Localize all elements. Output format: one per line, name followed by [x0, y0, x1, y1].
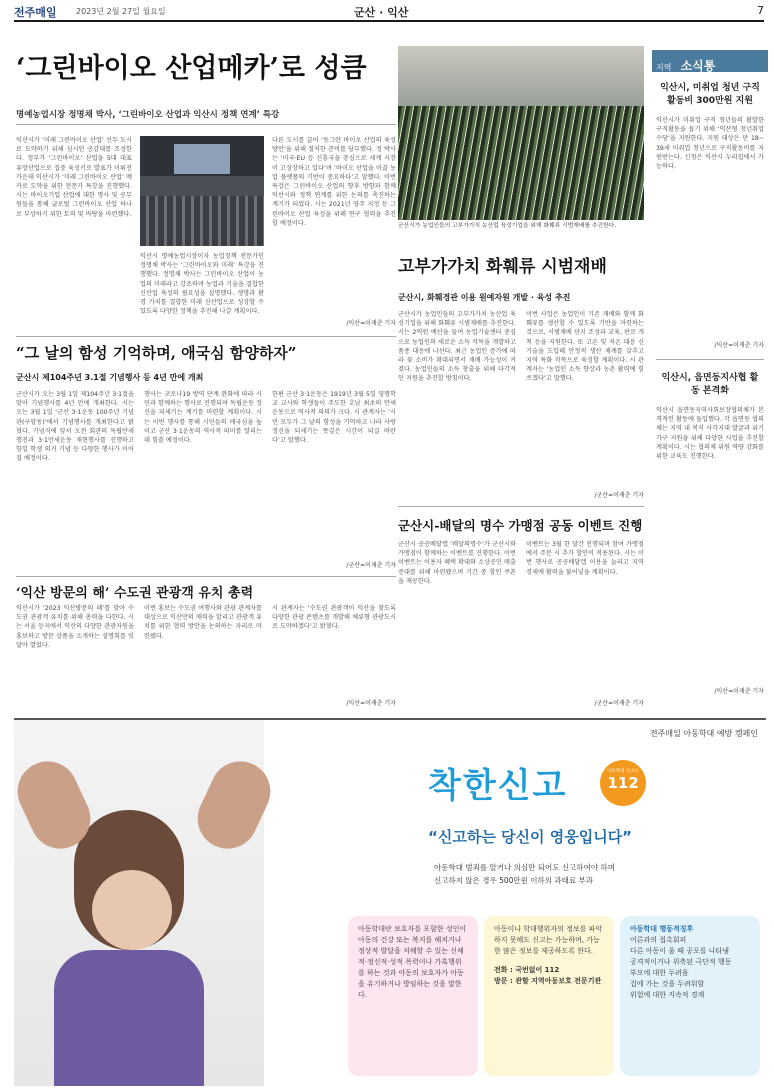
famous-body-col1: 군산시 공공배달앱 ‘배달의명수’가 군산시와 가맹점이 함께하는 이벤트를 진행한다. 이번 이벤트는 이용자 혜택 확대와 소상공인 매출 증대를 위해 마련됐으며 기간 중 할인 쿠폰을 제공한다.	[398, 541, 516, 585]
ad-brand: 착한신고	[428, 766, 568, 806]
ad-slogan: “신고하는 당신이 영웅입니다”	[428, 828, 633, 846]
flower-headline: 고부가가치 화훼류 시범재배	[398, 257, 607, 277]
flower-body-col2: 이번 사업은 농업인이 기존 재배와 함께 화훼류를 생산할 수 있도록 기반을 마련하는 것으로, 시범재배 단지 조성과 교육, 판로 개척 등을 지원한다. 또 고온 및 저온 대응 신기술을 도입해 안정적 생산 체계를 갖추고 지역 특화 작목으로 육성할 계획이다. 시 관계자는 ‘농업인 소득 향상과 농촌 활력에 힘쓰겠다’고 말했다.	[526, 311, 644, 383]
page-number: 7	[757, 4, 764, 17]
tour-body-col3: 시 관계자는 ‘수도권 관광객이 익산을 찾도록 다양한 관광 콘텐츠를 개발해 체류형 관광도시로 도약하겠다’고 밝혔다.	[272, 605, 396, 631]
ad-112-badge: 아동학대 신고는 112	[600, 760, 646, 806]
lead-body-col2: 익산시 명예농업시장이자 농업정책 전문가인 정명채 박사는 ‘그린바이오와 미래’ 특강을 진행했다. 정명채 박사는 그린바이오 산업이 농업의 미래라고 강조하며 농업과 기술을 결합한 신산업 육성의 필요성을 설명했다. 생명과 환경 가치를 결합한 미래 신산업으로 성장할 수 있도록 다양한 정책을 추진해 나갈 계획이다.	[140, 253, 264, 316]
march1-subtitle: 군산시 제104주년 3.1절 기념행사 등 4년 만에 개최	[16, 373, 204, 382]
ad-desc-line2: 신고하지 않은 경우 500만원 이하의 과태료 부과	[434, 876, 594, 885]
tour-body-col2: 이번 홍보는 수도권 여행사와 관광 관계자를 대상으로 익산만의 매력을 알리고 관광객 유치를 위한 협력 방안을 논의하는 자리로 마련됐다.	[144, 605, 262, 640]
flower-subtitle: 군산시, 화훼경관 이용 원예자원 개발 · 육성 추진	[398, 293, 571, 302]
march1-body-col1: 군산시가 오는 3월 1일 제104주년 3·1절을 맞아 기념행사를 4년 만에 개최한다. 시는 오는 3월 1일 ‘군산 3·1운동 100주년 기념관(구암동)’에서 기념행사를 개최한다고 밝혔다. 기념식에 앞서 오전 회관의 독립만세 행진과 3·1만세운동 재현행사를 진행하고 항일 학생 의거 기념 등 다양한 행사가 이어질 예정이다.	[16, 391, 134, 463]
lead-byline: /익산=이재춘 기자	[346, 320, 396, 327]
famous-headline: 군산시-배달의 명수 가맹점 공동 이벤트 진행	[398, 518, 643, 533]
sign-item: 공격적이거나 위축된 극단적 행동	[630, 958, 732, 966]
sidebar-news1-body: 익산시가 미취업 구직 청년들의 활발한 구직활동을 돕기 위해 ‘익산형 청년취업수당’을 지원한다. 지원 대상은 만 18~39세 미취업 청년으로 구직활동비를 지원받는다. 신청은 익산시 누리집에서 가능하다.	[656, 117, 764, 171]
lead-body-col3: 다른 도시를 끌어 ‘동그란 바이오 산업의 육성방안’을 위해 철저한 준비를 당부했다. 정 박사는 ‘미국·EU 등 신흥국을 중심으로 세계 시장이 고성장하고 있다’며 ‘바이오 산업을 이끌 농업 플랫폼의 기반이 중요하다’고 말했다. 이번 특강은 그린바이오 산업의 향후 방향과 함께 익산시와 정책 연계를 위한 논의를 촉진하는 계기가 되었다. 시는 2021년 영주 지정 등 그린바이오 산업 육성을 위해 연구 협력을 추진할 예정이다.	[272, 137, 396, 227]
march1-headline: “그 날의 함성 기억하며, 애국심 함양하자”	[16, 344, 297, 362]
sign-item: 다른 아동이 울 때 공포를 나타냄	[630, 947, 730, 955]
issue-date: 2023년 2월 27일 월요일	[76, 7, 166, 16]
child-abuse-campaign-ad	[14, 718, 766, 1084]
ad-box-signs: 아동학대 행동적징후 어른과의 접촉회피 다른 아동이 울 때 공포를 나타냄 공격적이거나 위축된 극단적 행동 부모에 대한 두려움 집에 가는 것을 두려워함 위험에 대한 지속적 경계	[620, 916, 760, 1076]
ad-box-report: 아동이나 학대행위자의 정보를 파악하지 못해도 신고는 가능하며, 가능한 많은 정보를 제공하도록 한다. 전화 : 국번없이 112 방문 : 관할 지역아동보호 전문기관	[484, 916, 614, 1076]
lecture-photo	[140, 136, 264, 246]
sign-item: 부모에 대한 두려움	[630, 969, 689, 977]
sign-item: 집에 가는 것을 두려워함	[630, 980, 705, 988]
paper-name: 전주매일	[14, 6, 57, 19]
march1-byline: /군산=이재춘 기자	[346, 562, 396, 569]
sidebar-news2-byline: /익산=이재춘 기자	[714, 688, 764, 695]
greenhouse-photo	[398, 46, 644, 220]
tour-body-col1: 익산시가 ‘2023 익산방문의 해’를 맞아 수도권 관광객 유치를 위해 총력을 다한다. 시는 서울 등지에서 익산의 다양한 관광자원을 홍보하고 방문 상품을 소개하는 설명회를 잇달아 열었다.	[16, 605, 134, 649]
famous-body-col2: 이벤트는 3월 한 달간 진행되며 참여 가맹점에서 주문 시 추가 할인이 적용된다. 시는 이번 행사로 공공배달앱 이용을 늘리고 지역 경제에 활력을 불어넣을 계획이다.	[526, 541, 644, 576]
sidebar-news1-byline: /익산=이재춘 기자	[714, 342, 764, 349]
sidebar-news1-title: 익산시, 미취업 청년 구직 활동비 300만원 지원	[660, 83, 760, 106]
lead-headline: ‘그린바이오 산업메카’로 성큼	[16, 53, 367, 84]
lead-body-col1: 익산시가 ‘미래 그린바이오 산업’ 선두 도시로 도약하기 위해 심시인 공감대를 조성한다. 정부가 ‘그린바이오’ 산업을 5대 대표 유망산업으로 집중 육성키로 발표가 이뤄진 가운데 익산시가 ‘미래 그린바이오 산업’ 메카로 도약을 위한 전문가 특강을 진행했다. 시는 바이오기업 산업에 대한 명사 및 공무원들을 통해 글로벌 그린바이오 산업 하나로 부상하기 위한 토의 및 바탕을 마련했다.	[16, 137, 132, 218]
local-news-sidebar	[652, 50, 768, 712]
sidebar-news2-body: 익산시 읍면동지역사회보장협의체가 본격적인 활동에 돌입했다. 각 읍면동 협의체는 지역 내 복지 사각지대 발굴과 위기가구 지원을 위해 다양한 사업을 추진할 계획이다. 시는 협의체 위원 역량 강화를 위한 교육도 진행한다.	[656, 407, 764, 461]
famous-byline: /군산=이재춘 기자	[594, 700, 644, 707]
sidebar-tag: $_{지역}$ $_{소식통}$	[652, 50, 768, 72]
lead-subtitle: 명예농업시장 정명채 박사, ‘그린바이오 산업과 익산시 정책 연계’ 특강	[16, 110, 280, 120]
ad-desc-line1: 아동학대 범죄를 알거나 의심만 되어도 신고하여야 하며	[434, 863, 615, 872]
sign-item: 위험에 대한 지속적 경계	[630, 991, 705, 999]
tour-headline: ‘익산 방문의 해’ 수도권 관광객 유치 총력	[16, 586, 254, 601]
flower-body-col1: 군산시가 농업인들의 고부가가치 농산업 육성기업을 위해 화훼류 시범재배를 추진한다. 시는 2억원 예산을 들여 농업기술센터 중심으로 농업인의 새로운 소득 작목을 개발하고 품종 대응에 나선다. 최근 농업인 증가에 따라 꽃 소비가 확대되면서 재배 가능성이 커졌다. 농업인들의 소득 창출을 위해 다각적인 지원을 추진할 방침이다.	[398, 311, 516, 383]
ad-box-definition: 아동학대란 보호자를 포함한 성인이 아동의 건강 또는 복지를 해치거나 정상적 발달을 저해할 수 있는 신체적·정신적·성적 폭력이나 가혹행위를 하는 것과 아동의 보호자가 아동을 유기하거나 방임하는 것을 말한다.	[348, 916, 478, 1076]
flower-byline: /군산=이재춘 기자	[594, 492, 644, 499]
tour-byline: /익산=이재춘 기자	[346, 700, 396, 707]
sidebar-news2-title: 익산시, 읍면동지사협 활동 본격화	[661, 373, 759, 396]
march1-body-col3: 한편 군산 3·1운동은 1919년 3월 5일 영명학교 교사와 학생들이 주도한 호남 최초의 만세운동으로 역사적 의의가 크다. 시 관계자는 ‘시민 모두가 그 날의 함성을 기억하고 나라 사랑 정신을 되새기는 뜻깊은 시간이 되길 바란다’고 말했다.	[272, 391, 396, 445]
ad-top-label: 전주매일 아동학대 예방 캠페인	[649, 729, 758, 738]
masthead	[14, 4, 764, 22]
greenhouse-caption: 군산시가 농업인들의 고부가가치 농산업 육성기업을 위해 화훼류 시범재배를 추진한다.	[398, 223, 617, 229]
sign-item: 어른과의 접촉회피	[630, 936, 687, 944]
ad-photo	[14, 720, 264, 1086]
section-name: 군산 · 익산	[354, 6, 409, 19]
march1-body-col2: 행사는 코로나19 방역 단계 완화에 따라 시민과 함께하는 행사로 진행되며 독립운동 정신을 되새기는 계기를 마련할 계획이다. 시는 이번 행사를 통해 시민들의 애국심을 높이고 군산 3·1운동의 역사적 의미를 알리는 데 힘쓸 예정이다.	[144, 391, 262, 445]
